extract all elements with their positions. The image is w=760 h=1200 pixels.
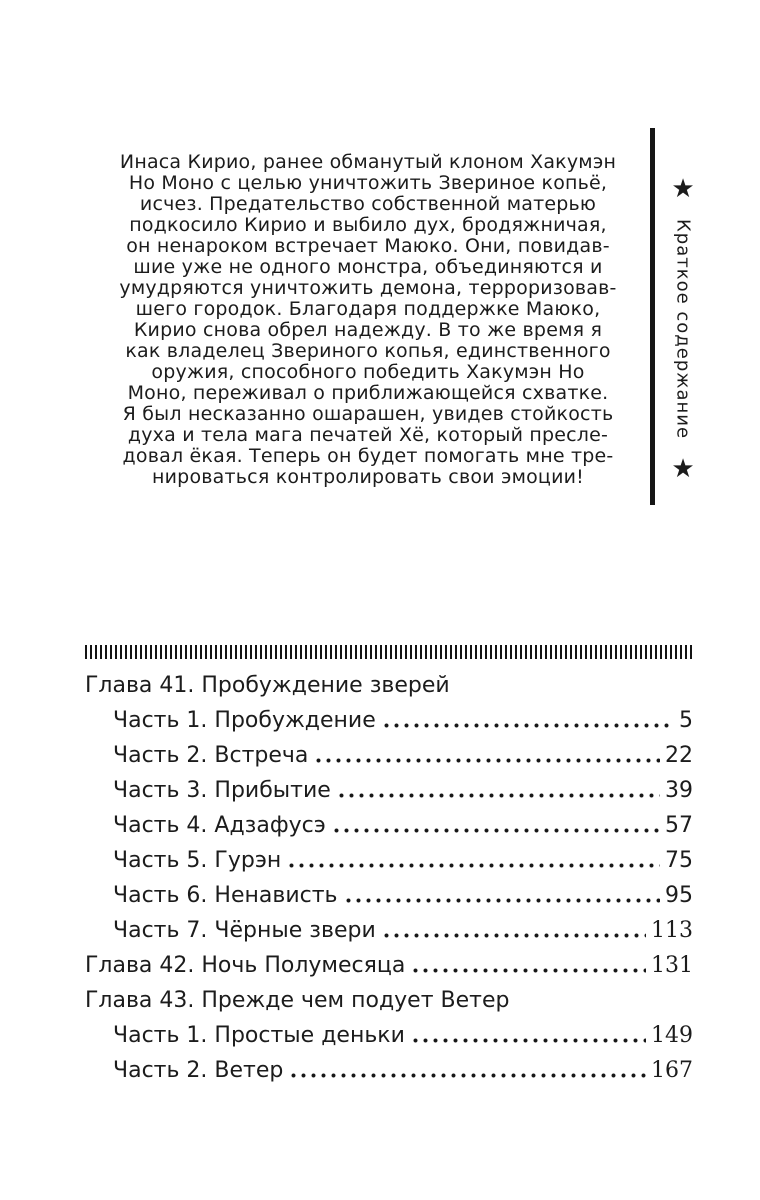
toc-entry-page: 22	[665, 743, 693, 768]
bottom-star-icon: ★	[671, 453, 695, 484]
synopsis-line: Кирио снова обрел надежду. В то же время я	[133, 319, 603, 341]
sidebar-divider-line	[650, 128, 655, 505]
dot-leader	[339, 793, 660, 798]
top-star-icon: ★	[671, 174, 695, 204]
toc-entry-label: Часть 2. Ветер	[113, 1058, 284, 1083]
toc-entry-page: 167	[651, 1058, 693, 1083]
synopsis-line: шего городок. Благодаря поддержке Маюко,	[135, 298, 601, 320]
synopsis-line: он ненароком встречает Маюко. Они, повидав-	[126, 235, 610, 257]
synopsis-line: нироваться контролировать свои эмоции!	[152, 466, 584, 488]
toc-entry-page: 5	[679, 708, 693, 733]
toc-entry-label: Часть 7. Чёрные звери	[113, 918, 376, 943]
synopsis-line: шие уже не одного монстра, объединяются и	[133, 256, 603, 278]
toc-entry-label: Глава 43. Прежде чем подует Ветер	[85, 988, 510, 1013]
toc-entry-part	[85, 773, 693, 808]
synopsis-line: довал ёкая. Теперь он будет помогать мне тре-	[122, 445, 614, 467]
dot-leader	[316, 758, 660, 763]
barcode-ornament	[85, 645, 693, 659]
dot-leader	[289, 863, 660, 868]
toc-entry-label: Глава 42. Ночь Полумесяца	[85, 953, 406, 978]
synopsis-line: Я был несказанно ошарашен, увидев стойкость	[122, 403, 614, 425]
dot-leader	[413, 1038, 646, 1043]
toc-entry-chapter	[85, 948, 693, 983]
toc-entry-label: Часть 1. Простые деньки	[113, 1023, 405, 1048]
table-of-contents	[85, 645, 693, 1088]
dot-leader	[384, 933, 646, 938]
toc-entry-chapter	[85, 668, 693, 703]
toc-entry-page: 57	[665, 813, 693, 838]
toc-entry-page: 149	[651, 1023, 693, 1048]
toc-entry-label: Глава 41. Пробуждение зверей	[85, 673, 450, 698]
dot-leader	[384, 723, 674, 728]
toc-entry-part	[85, 843, 693, 878]
toc-entry-part	[85, 913, 693, 948]
dot-leader	[413, 968, 646, 973]
synopsis-line: духа и тела мага печатей Хё, который пресле-	[127, 424, 609, 446]
toc-entry-part	[85, 738, 693, 773]
toc-entry-part	[85, 808, 693, 843]
dot-leader	[334, 828, 660, 833]
toc-entry-label: Часть 6. Ненависть	[113, 883, 338, 908]
toc-entry-part	[85, 1053, 693, 1088]
sidebar	[662, 176, 704, 482]
sidebar-label: Краткое содержание	[672, 218, 694, 440]
toc-entry-page: 131	[651, 953, 693, 978]
toc-entry-label: Часть 2. Встреча	[113, 743, 309, 768]
toc-entry-chapter	[85, 983, 693, 1018]
toc-entry-label: Часть 3. Прибытие	[113, 778, 331, 803]
toc-rows	[85, 668, 693, 1088]
synopsis-line: Инаса Кирио, ранее обманутый клоном Хакумэн	[119, 151, 617, 173]
synopsis-line: подкосило Кирио и выбило дух, бродяжничая,	[129, 214, 607, 236]
toc-entry-label: Часть 1. Пробуждение	[113, 708, 376, 733]
toc-entry-label: Часть 4. Адзафусэ	[113, 813, 326, 838]
toc-entry-part	[85, 703, 693, 738]
synopsis-line: исчез. Предательство собственной матерью	[139, 193, 597, 215]
dot-leader	[346, 898, 660, 903]
synopsis-line: Моно, переживал о приближающейся схватке.	[127, 382, 609, 404]
toc-entry-part	[85, 1018, 693, 1053]
synopsis-line: умудряются уничтожить демона, терроризовав-	[119, 277, 617, 299]
toc-entry-page: 39	[665, 778, 693, 803]
synopsis-line: Но Моно с целью уничтожить Звериное копьё,	[128, 172, 608, 194]
dot-leader	[291, 1073, 646, 1078]
synopsis-line: оружия, способного победить Хакумэн Но	[151, 361, 585, 383]
toc-entry-part	[85, 878, 693, 913]
toc-entry-page: 75	[665, 848, 693, 873]
toc-entry-page: 95	[665, 883, 693, 908]
synopsis-block	[93, 152, 643, 488]
toc-entry-label: Часть 5. Гурэн	[113, 848, 282, 873]
toc-entry-page: 113	[651, 918, 693, 943]
synopsis-line: как владелец Звериного копья, единственного	[125, 340, 611, 362]
